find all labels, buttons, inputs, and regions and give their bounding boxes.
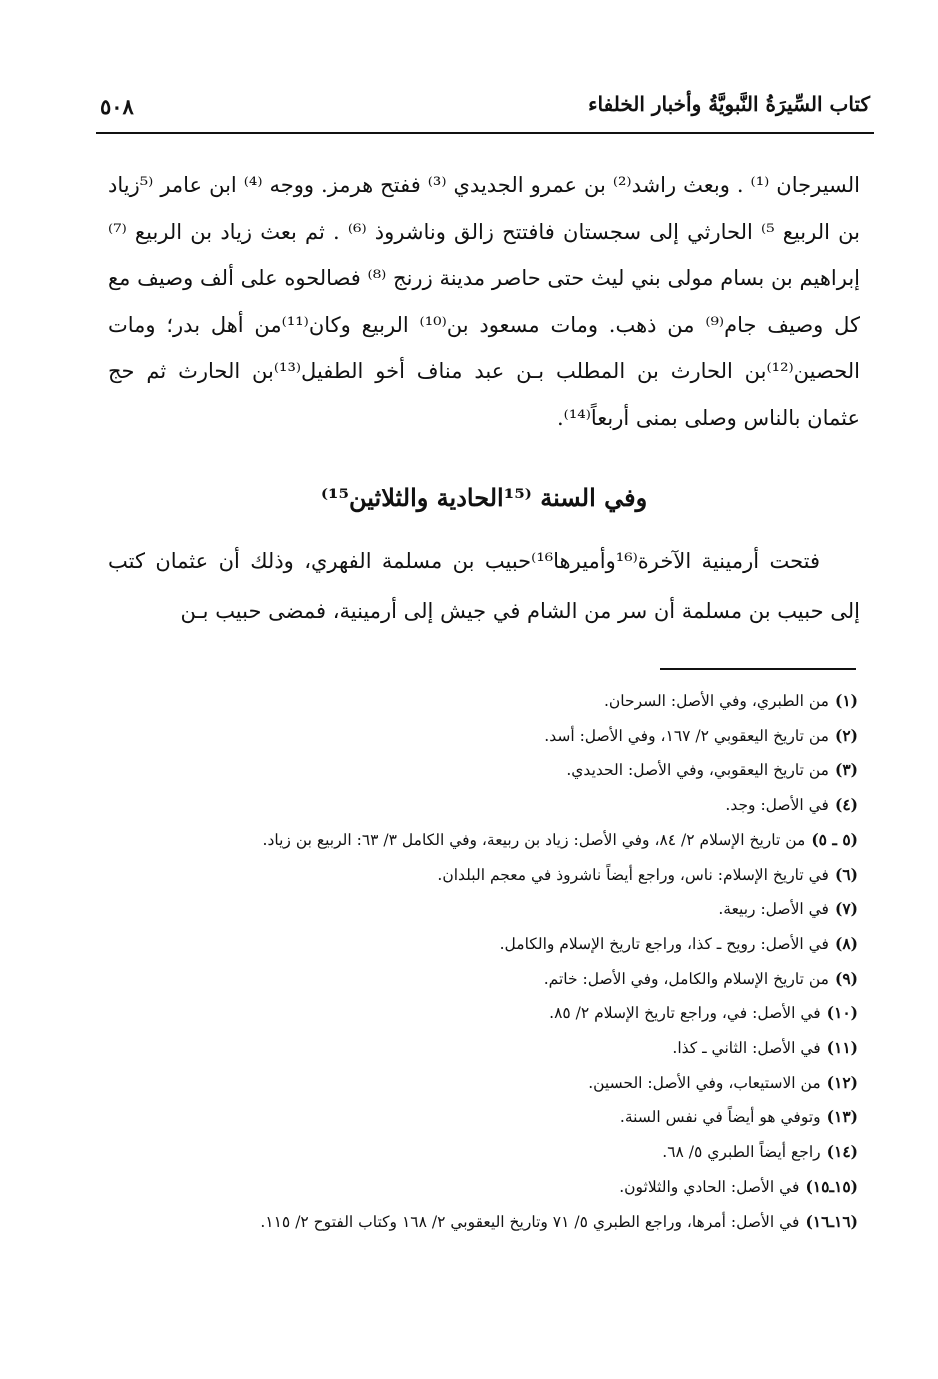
section-heading: وفي السنة ⁽¹⁵الحادية والثلاثين¹⁵⁾ [320,483,648,512]
footnote-item: (١٤)راجع أيضاً الطبري ٥/ ٦٨. [662,1142,858,1162]
footnote-item: (٣)من تاريخ اليعقوبي، وفي الأصل: الحديدي. [566,760,858,780]
page-number: ٥٠٨ [100,94,134,119]
footnote-item: (٩)من تاريخ الإسلام والكامل، وفي الأصل: خاتم. [543,968,858,988]
footnote-item: (٤)في الأصل: وجد. [725,795,858,815]
paragraph-2: فتحت أرمينية الآخرة⁽¹⁶وأميرها¹⁶⁾حبيب بن مسلمة الفهري، وذلك أن عثمان كتب إلى حبيب بن مسلمة أن سر من الشام في جيش إلى أرمينية، فمضى حبيب بـن [108,549,860,623]
footnote-item: (١٥ـ١٥)في الأصل: الحادي والثلاثون. [619,1176,858,1196]
main-paragraph [108,162,860,441]
footnote-item: (١٢)من الاستيعاب، وفي الأصل: الحسين. [588,1072,858,1092]
footnote-item: (١٠)في الأصل: في، وراجع تاريخ الإسلام ٢/ ٨٥. [549,1003,858,1023]
footnote-item: (٦)في تاريخ الإسلام: ناس، وراجع أيضاً ناشروذ في معجم البلدان. [437,864,858,884]
page-header [100,92,870,128]
footnote-item: (٥ ـ ٥)من تاريخ الإسلام ٢/ ٨٤، وفي الأصل: زياد بن ربيعة، وفي الكامل ٣/ ٦٣: الربيع بن زياد. [262,829,858,849]
paragraph-1: السيرجان ⁽¹⁾ . وبعث راشد⁽²⁾ بن عمرو الجديدي ⁽³⁾ ففتح هرمز. ووجه ⁽⁴⁾ ابن عامر ⁽⁵زياد بن الربيع ⁵⁾ الحارثي إلى سجستان فافتتح زالق وناشروذ ⁽⁶⁾ . ثم بعث زياد بن الربيع ⁽⁷⁾ إبراهيم بن بسام مولى بني ليث حتى حاصر مدينة زرنج ⁽⁸⁾ فصالحوه على ألف وصيف مع كل وصيف جام⁽⁹⁾ من ذهب. ومات مسعود بن⁽¹⁰⁾ الربيع وكان⁽¹¹⁾من أهل بدر؛ ومات الحصين⁽¹²⁾بن الحارث بن المطلب بـن عبد مناف أخو الطفيل⁽¹³⁾بن الحارث ثم حج عثمان بالناس وصلى بمنى أربعاً⁽¹⁴⁾. [108,173,861,430]
footnote-item: (١٣)وتوفي هو أيضاً في نفس السنة. [619,1107,858,1127]
footnote-item: (٧)في الأصل: ربيعة. [718,899,858,919]
footnote-item: (١)من الطبري، وفي الأصل: السرحان. [603,691,858,710]
footnote-item: (١١)في الأصل: الثاني ـ كذا. [672,1038,858,1058]
second-paragraph [108,536,860,636]
footnotes-list [90,684,858,1239]
footnote-item: (٨)في الأصل: رويح ـ كذا، وراجع تاريخ الإسلام والكامل. [499,933,858,953]
footnote-rule [660,668,856,670]
header-rule [96,132,874,134]
footnote-item: (٢)من تاريخ اليعقوبي ٢/ ١٦٧، وفي الأصل: أسد. [544,725,858,745]
running-title: كتاب السِّيرَةُ النَّبويَّةُ وأخبار الخلفاء [588,92,870,116]
footnote-item: (١٦ـ١٦)في الأصل: أمرها، وراجع الطبري ٥/ ٧١ وتاريخ اليعقوبي ٢/ ١٦٨ وكتاب الفتوح ٢/ ١١٥. [260,1211,858,1231]
